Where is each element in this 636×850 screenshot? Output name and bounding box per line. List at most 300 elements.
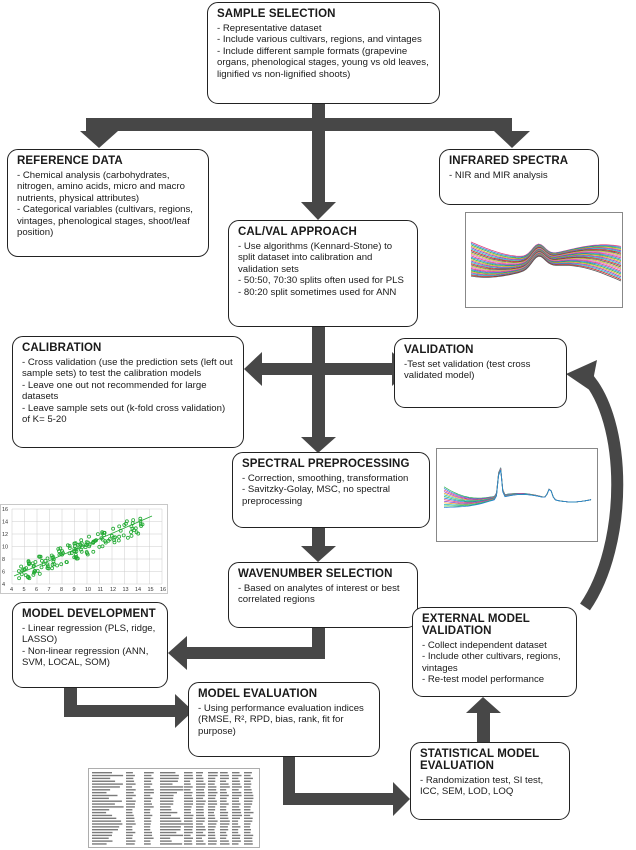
table-cell: [220, 781, 226, 782]
table-cell: [208, 795, 216, 796]
spectral-preprocessing-line-2: - Savitzky-Golay, MSC, no spectral preprocessing: [242, 484, 391, 507]
table-cell: [196, 829, 206, 830]
table-cell: [244, 781, 251, 782]
table-cell: [208, 835, 215, 836]
table-cell: [160, 820, 181, 821]
table-cell: [126, 840, 135, 841]
table-cell: [160, 818, 180, 819]
table-cell: [196, 826, 205, 827]
table-cell: [184, 832, 193, 833]
table-cell: [196, 809, 204, 810]
table-cell: [196, 792, 205, 793]
table-cell: [232, 815, 242, 816]
table-cell: [144, 789, 154, 790]
table-cell: [220, 826, 228, 827]
table-cell: [196, 843, 206, 844]
table-cell: [92, 843, 107, 844]
table-cell: [208, 826, 216, 827]
table-cell: [184, 789, 191, 790]
table-cell: [196, 781, 204, 782]
table-cell: [144, 840, 150, 841]
table-cell: [92, 778, 110, 779]
table-cell: [184, 803, 193, 804]
table-cell: [196, 772, 203, 773]
table-cell: [144, 838, 154, 839]
scatter-x-tick: 11: [97, 587, 104, 593]
table-cell: [220, 792, 227, 793]
arrow-eval-bar: [64, 705, 176, 717]
external-validation-box: [412, 607, 577, 697]
calval-line-2: - 50:50, 70:30 splits often used for PLS: [238, 275, 404, 287]
table-cell: [160, 835, 183, 836]
table-cell: [92, 809, 109, 810]
table-cell: [220, 778, 229, 779]
table-cell: [244, 826, 250, 827]
calval-title: CAL/VAL APPROACH: [238, 226, 357, 238]
table-cell: [232, 786, 242, 787]
reference-data-line-1: - Chemical analysis (carbohydrates, nitrogen, amino acids, micro and macro nutrients, physical attributes): [17, 170, 185, 204]
scatter-x-tick: 8: [60, 587, 64, 593]
scatter-y-tick: 10: [2, 544, 9, 551]
external-validation-line-2: - Include other cultivars, regions, vintages: [422, 651, 561, 674]
table-cell: [220, 820, 230, 821]
arrow-head-wavenumber: [301, 546, 336, 562]
table-cell: [244, 843, 253, 844]
table-cell: [232, 840, 241, 841]
table-cell: [126, 778, 133, 779]
table-cell: [160, 809, 171, 810]
table-cell: [244, 809, 250, 810]
table-cell: [220, 809, 226, 810]
scatter-x-tick: 15: [147, 587, 154, 593]
table-cell: [160, 829, 181, 830]
table-cell: [196, 832, 203, 833]
table-cell: [184, 826, 193, 827]
table-cell: [208, 798, 215, 799]
table-cell: [126, 775, 135, 776]
arrow-head-preproc: [301, 437, 336, 453]
table-cell: [220, 840, 229, 841]
table-cell: [126, 815, 134, 816]
table-cell: [220, 806, 226, 807]
table-cell: [92, 826, 119, 827]
infrared-spectra-title: INFRARED SPECTRA: [449, 155, 569, 167]
table-cell: [196, 835, 206, 836]
statistical-evaluation-title: STATISTICAL MODEL EVALUATION: [420, 748, 540, 772]
arrow-head-stat: [393, 782, 410, 816]
table-cell: [92, 840, 113, 841]
table-cell: [196, 823, 203, 824]
model-development-title: MODEL DEVELOPMENT: [22, 608, 156, 620]
table-cell: [184, 823, 193, 824]
table-cell: [208, 781, 215, 782]
scatter-x-tick: 10: [85, 587, 92, 593]
table-cell: [126, 838, 132, 839]
arrow-head-calval: [301, 202, 336, 220]
table-cell: [144, 778, 153, 779]
table-cell: [208, 803, 217, 804]
table-cell: [144, 843, 151, 844]
table-cell: [92, 772, 112, 773]
table-cell: [184, 843, 192, 844]
scatter-x-tick: 6: [35, 587, 39, 593]
table-cell: [184, 783, 191, 784]
table-cell: [208, 818, 215, 819]
table-cell: [160, 798, 173, 799]
table-cell: [232, 772, 240, 773]
table-cell: [184, 815, 193, 816]
table-cell: [144, 803, 152, 804]
spectral-preprocessing-title: SPECTRAL PREPROCESSING: [242, 458, 410, 470]
external-validation-title: EXTERNAL MODEL VALIDATION: [422, 613, 530, 637]
table-cell: [208, 812, 214, 813]
table-cell: [160, 786, 183, 787]
table-cell: [184, 806, 192, 807]
table-cell: [92, 803, 115, 804]
table-cell: [144, 798, 152, 799]
table-cell: [196, 806, 204, 807]
table-cell: [184, 795, 192, 796]
table-cell: [144, 809, 150, 810]
table-cell: [184, 840, 192, 841]
calval-line-1: - Use algorithms (Kennard-Stone) to split dataset into calibration and validation sets: [238, 241, 393, 275]
table-cell: [196, 786, 205, 787]
table-cell: [92, 775, 123, 776]
table-cell: [160, 803, 173, 804]
scatter-x-tick: 7: [47, 587, 51, 593]
scatter-y-tick: 6: [2, 569, 6, 576]
table-cell: [160, 783, 173, 784]
table-cell: [244, 840, 253, 841]
table-cell: [232, 803, 241, 804]
arrow-head-infrared: [494, 131, 530, 148]
validation-line-1: -Test set validation (test cross validated model): [404, 359, 531, 382]
table-cell: [196, 838, 202, 839]
table-cell: [220, 795, 229, 796]
external-validation-line-3: - Re-test model performance: [422, 674, 545, 686]
table-cell: [208, 823, 216, 824]
table-cell: [220, 829, 228, 830]
table-cell: [232, 789, 239, 790]
preprocessed-spectra-thumbnail: [436, 448, 598, 542]
table-cell: [232, 792, 241, 793]
table-cell: [196, 795, 205, 796]
table-cell: [208, 829, 215, 830]
validation-title: VALIDATION: [404, 344, 474, 356]
table-cell: [244, 778, 253, 779]
table-cell: [92, 823, 122, 824]
table-cell: [126, 781, 134, 782]
arrow-calval-cross: [262, 363, 392, 375]
table-cell: [184, 792, 193, 793]
table-cell: [232, 835, 240, 836]
table-cell: [244, 792, 252, 793]
table-cell: [208, 775, 218, 776]
table-cell: [184, 838, 193, 839]
table-cell: [126, 826, 132, 827]
table-cell: [144, 835, 152, 836]
table-cell: [196, 789, 204, 790]
scatter-x-tick: 12: [110, 587, 117, 593]
table-cell: [196, 840, 203, 841]
table-cell: [184, 835, 191, 836]
scatter-y-tick: 12: [2, 532, 9, 538]
reference-data-line-2: - Categorical variables (cultivars, regions, vintages, phenological stages, shoot/leaf position): [17, 204, 193, 239]
table-cell: [160, 840, 172, 841]
table-cell: [196, 783, 206, 784]
table-cell: [208, 843, 216, 844]
table-cell: [126, 803, 135, 804]
table-cell: [160, 843, 182, 844]
table-cell: [92, 795, 118, 796]
table-cell: [196, 801, 206, 802]
scatter-y-tick: 14: [2, 519, 9, 526]
table-cell: [208, 786, 216, 787]
scatter-y-tick: 4: [2, 582, 6, 588]
table-cell: [244, 772, 252, 773]
table-cell: [208, 840, 217, 841]
table-cell: [160, 789, 183, 790]
arrow-calval-stem: [312, 131, 325, 205]
table-cell: [244, 829, 251, 830]
table-cell: [220, 812, 228, 813]
table-cell: [184, 786, 193, 787]
table-cell: [232, 781, 240, 782]
table-cell: [184, 798, 193, 799]
table-cell: [92, 820, 121, 821]
table-cell: [144, 775, 151, 776]
table-cell: [144, 815, 152, 816]
table-cell: [208, 801, 217, 802]
table-cell: [144, 801, 151, 802]
table-cell: [244, 812, 254, 813]
scatter-y-tick: 8: [2, 557, 6, 563]
table-cell: [92, 798, 109, 799]
table-cell: [92, 832, 113, 833]
table-cell: [144, 792, 154, 793]
sample-selection-line-1: - Representative dataset: [217, 23, 322, 34]
statistical-evaluation-line-1: - Randomization test, SI test, ICC, SEM, LOD, LOQ: [420, 775, 544, 798]
table-cell: [232, 838, 240, 839]
table-cell: [184, 818, 193, 819]
table-cell: [220, 775, 229, 776]
table-cell: [184, 778, 193, 779]
table-cell: [160, 806, 171, 807]
sample-selection-line-3: - Include different sample formats (grapevine organs, phenological stages, young vs old leaves, lignified vs non-lignified shoots): [217, 45, 429, 80]
arrow-wavenumber-stem: [312, 527, 325, 549]
table-cell: [244, 806, 251, 807]
table-cell: [160, 772, 175, 773]
results-table-thumbnail: [88, 768, 260, 848]
table-cell: [232, 801, 239, 802]
wavenumber-selection-line-1: - Based on analytes of interest or best correlated regions: [238, 583, 400, 606]
table-cell: [126, 835, 133, 836]
table-cell: [126, 786, 132, 787]
table-cell: [244, 786, 251, 787]
table-cell: [92, 815, 112, 816]
table-cell: [144, 829, 150, 830]
table-cell: [144, 820, 151, 821]
table-cell: [184, 812, 191, 813]
table-cell: [208, 783, 215, 784]
table-cell: [208, 772, 218, 773]
validation-box: [394, 338, 567, 408]
table-cell: [196, 812, 204, 813]
table-cell: [144, 812, 150, 813]
table-cell: [160, 792, 177, 793]
calibration-title: CALIBRATION: [22, 342, 102, 354]
table-cell: [160, 812, 177, 813]
arrow-model-dev-bar: [185, 647, 325, 659]
model-development-line-1: - Linear regression (PLS, ridge, LASSO): [22, 623, 156, 646]
arrow-head-reference: [80, 131, 118, 148]
calibration-line-3: - Leave sample sets out (k-fold cross validation) of K= 5-20: [22, 402, 226, 426]
table-cell: [244, 789, 252, 790]
table-cell: [196, 820, 205, 821]
table-cell: [244, 835, 253, 836]
table-cell: [220, 772, 228, 773]
model-evaluation-title: MODEL EVALUATION: [198, 688, 318, 700]
scatter-x-tick: 13: [122, 587, 129, 593]
table-cell: [126, 829, 132, 830]
table-cell: [160, 832, 176, 833]
external-validation-line-1: - Collect independent dataset: [422, 640, 547, 651]
scatter-x-tick: 9: [72, 587, 76, 593]
table-cell: [144, 772, 154, 773]
arrow-external-stem: [477, 712, 490, 742]
table-cell: [126, 801, 136, 802]
table-cell: [160, 778, 179, 779]
table-cell: [184, 801, 193, 802]
calval-box: [228, 220, 418, 327]
table-cell: [232, 783, 240, 784]
scatter-x-tick: 14: [135, 587, 142, 593]
table-cell: [126, 806, 135, 807]
table-cell: [196, 815, 204, 816]
table-cell: [244, 832, 251, 833]
table-cell: [208, 820, 218, 821]
table-cell: [92, 818, 116, 819]
table-cell: [144, 795, 150, 796]
table-cell: [244, 795, 253, 796]
table-cell: [208, 832, 215, 833]
table-cell: [220, 786, 230, 787]
arrow-preproc-stem: [312, 326, 325, 440]
table-cell: [144, 783, 152, 784]
table-cell: [92, 829, 118, 830]
sample-selection-title: SAMPLE SELECTION: [217, 8, 336, 20]
table-cell: [244, 798, 253, 799]
table-cell: [220, 783, 229, 784]
arrow-head-external: [466, 697, 501, 713]
table-cell: [126, 792, 134, 793]
calibration-line-2: - Leave one out not recommended for large datasets: [22, 379, 207, 403]
table-cell: [160, 775, 179, 776]
arrow-head-model-dev: [168, 636, 187, 670]
table-cell: [220, 823, 229, 824]
table-cell: [196, 803, 205, 804]
table-cell: [208, 809, 215, 810]
table-cell: [232, 798, 239, 799]
arrow-stat-bar: [283, 793, 395, 805]
table-cell: [220, 832, 226, 833]
table-cell: [232, 843, 239, 844]
table-cell: [144, 832, 152, 833]
scatter-x-tick: 16: [160, 587, 167, 593]
table-cell: [160, 826, 181, 827]
table-cell: [92, 801, 122, 802]
table-cell: [126, 783, 136, 784]
table-cell: [244, 815, 250, 816]
table-cell: [126, 809, 132, 810]
table-cell: [196, 798, 203, 799]
table-cell: [184, 772, 193, 773]
table-cell: [244, 823, 251, 824]
table-cell: [92, 781, 115, 782]
table-cell: [220, 843, 230, 844]
table-cell: [244, 820, 252, 821]
table-cell: [126, 772, 133, 773]
calibration-box: [12, 336, 244, 448]
table-cell: [160, 795, 174, 796]
model-development-line-2: - Non-linear regression (ANN, SVM, LOCAL, SOM): [22, 645, 149, 669]
table-cell: [232, 775, 242, 776]
table-cell: [244, 803, 252, 804]
scatter-x-tick: 5: [22, 587, 26, 593]
table-cell: [232, 818, 240, 819]
table-cell: [144, 786, 150, 787]
table-cell: [220, 818, 228, 819]
table-cell: [160, 838, 170, 839]
table-cell: [144, 826, 150, 827]
table-cell: [92, 838, 109, 839]
table-cell: [160, 801, 174, 802]
table-cell: [126, 795, 136, 796]
table-cell: [184, 781, 190, 782]
calibration-line-1: - Cross validation (use the prediction sets (left out sample sets) to test the calibration models: [22, 357, 233, 380]
spectral-preprocessing-line-1: - Correction, smoothing, transformation: [242, 473, 409, 484]
table-cell: [244, 783, 251, 784]
table-cell: [144, 781, 151, 782]
table-cell: [184, 820, 193, 821]
table-cell: [244, 818, 253, 819]
table-cell: [144, 818, 151, 819]
table-cell: [208, 838, 215, 839]
table-cell: [232, 832, 238, 833]
table-cell: [208, 778, 215, 779]
table-cell: [144, 823, 151, 824]
table-cell: [92, 835, 112, 836]
calval-line-3: - 80:20 split sometimes used for ANN: [238, 286, 397, 298]
table-cell: [220, 838, 226, 839]
infrared-spectra-box: [439, 149, 599, 205]
table-cell: [232, 812, 241, 813]
table-cell: [220, 803, 229, 804]
table-cell: [126, 818, 134, 819]
table-cell: [92, 783, 123, 784]
table-cell: [160, 823, 184, 824]
spectra-thumbnail: [465, 212, 623, 308]
table-cell: [92, 789, 110, 790]
table-cell: [220, 835, 227, 836]
table-cell: [220, 801, 227, 802]
table-cell: [92, 812, 106, 813]
sample-selection-box: [207, 2, 440, 104]
table-cell: [196, 778, 203, 779]
table-cell: [184, 829, 192, 830]
table-cell: [220, 815, 228, 816]
table-cell: [244, 801, 253, 802]
